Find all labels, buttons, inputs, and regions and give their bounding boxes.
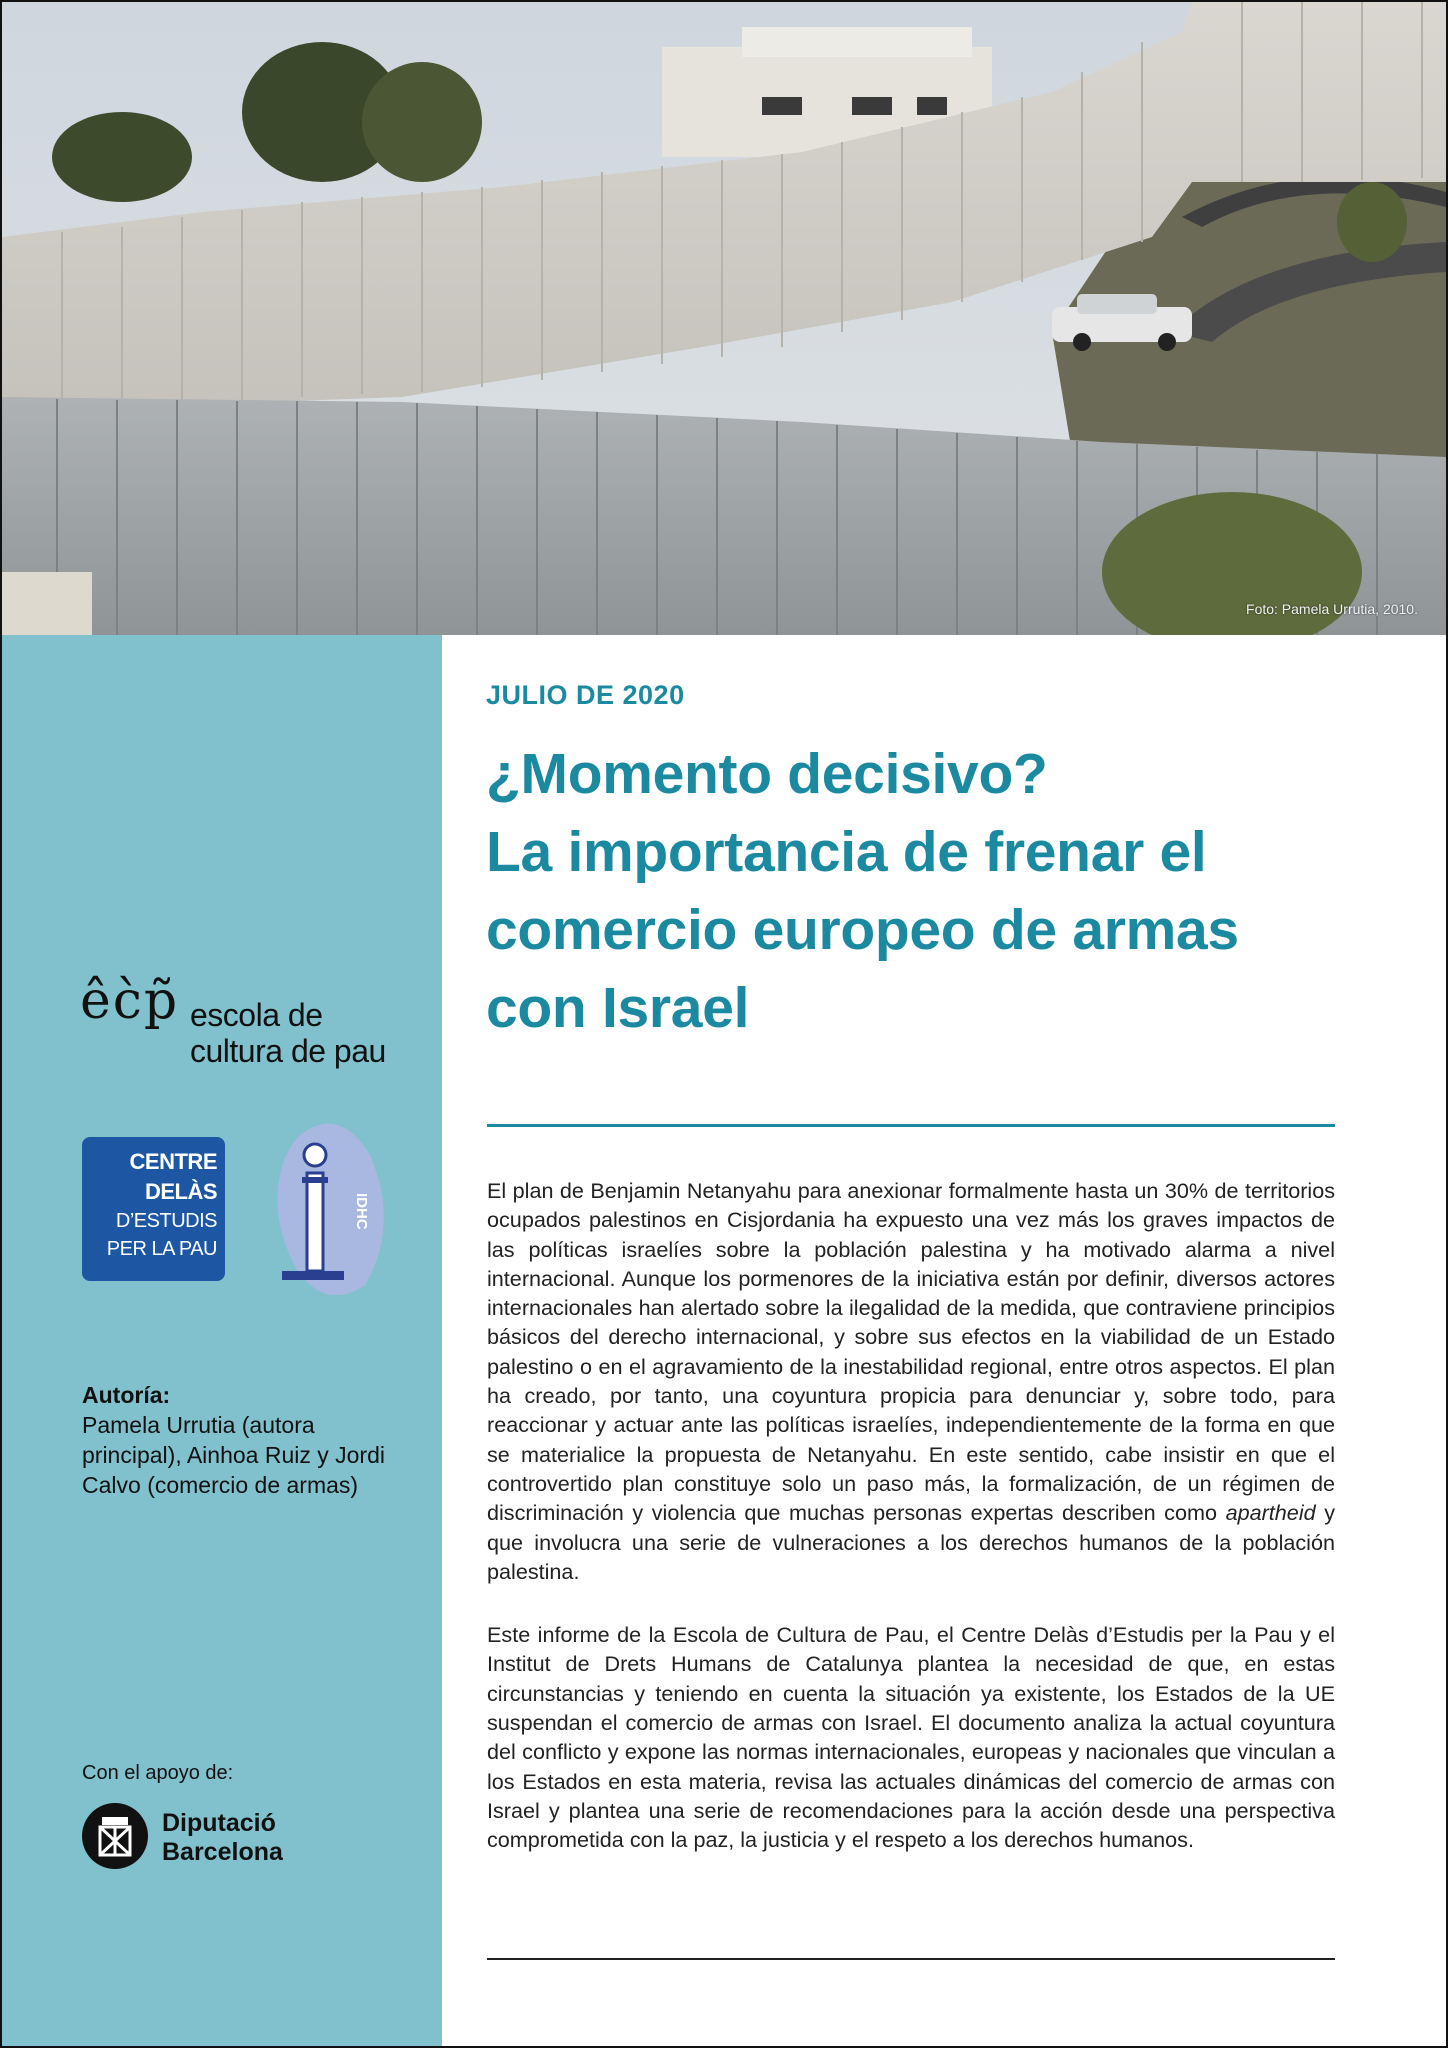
summary-paragraph-2: Este informe de la Escola de Cultura de Pau, el Centre Delàs d’Estudis per la Pau y el Institut de Drets Humans de Catalunya plantea la necesidad de que, en estas circunstancias y teniendo en cuenta la situación ya existente, los Estados de la UE suspendan el comercio de armas con Israel. El documento analiza la actual coyuntura del conflicto y expone las normas internacionales, europeas y nacionales que vinculan a los Estados en esta materia, revisa las actuales dinámicas del comercio de armas con Israel y plantea una serie de recomendaciones para la acción desde una perspectiva comprometida con la paz, la justicia y el respeto a los derechos humanos. — [487, 1622, 1335, 1853]
title-line: con Israel — [486, 976, 750, 1040]
bottom-divider — [487, 1958, 1335, 1960]
ecp-logo-text — [190, 997, 386, 1069]
diputacio-logo-text — [162, 1809, 283, 1867]
idhc-logo-graphic — [270, 1115, 388, 1295]
publication-date: JULIO DE 2020 — [486, 680, 685, 710]
paragraph1-text: El plan de Benjamin Netanyahu para anexionar formalmente hasta un 30% de territorios ocupados palestinos en Cisjordania ha expuesto una vez más los graves impactos de las políticas israelíes sobre la población palestina y ha motivado alarma a nivel internacional. Aunque los pormenores de la iniciativa están por definir, diversos actores internacionales han alertado sobre la ilegalidad de la medida, que contraviene principios básicos del derecho internacional, y sobre sus efectos en la viabilidad de un Estado palestino o en el agravamiento de la inestabilidad regional, entre otros aspectos. El plan ha creado, por tanto, una coyuntura propicia para denunciar y, sobre todo, para reaccionar y actuar ante las políticas israelíes, independientemente de la forma en que se materialice la propuesta de Netanyahu. En este sentido, cabe insistir en que el controvertido plan constituye solo un paso más, la formalización, de un régimen de discriminación y violencia que muchas personas expertas describen como — [487, 1178, 1335, 1526]
cover-photo — [2, 2, 1446, 635]
diputacio-logo-line2: Barcelona — [162, 1838, 283, 1866]
summary-body — [487, 1176, 1335, 1889]
summary-paragraph-1 — [487, 1176, 1335, 1586]
report-title — [486, 735, 1386, 1047]
title-divider — [487, 1124, 1335, 1127]
idhc-logo-letters: IDHC — [353, 1193, 370, 1230]
ecp-logo-line1: escola de — [190, 997, 323, 1033]
escola-cultura-pau-logo — [80, 971, 420, 1085]
separation-wall-photo — [2, 2, 1446, 635]
idhc-logo — [270, 1115, 388, 1295]
paragraph1-text-end: y que involucra una serie de vulneraciones a los derechos humanos de la población palestina. — [487, 1500, 1336, 1584]
centre-delas-logo — [82, 1137, 225, 1281]
support-label: Con el apoyo de: — [82, 1762, 234, 1784]
sidebar — [2, 635, 442, 2046]
delas-logo-line3: PER LA PAU — [106, 1238, 217, 1260]
delas-logo-line2: D’ESTUDIS — [115, 1210, 217, 1232]
ecp-logo-line2: cultura de pau — [190, 1033, 386, 1069]
delas-logo-line1: CENTRE DELÀS — [129, 1149, 217, 1204]
main-content — [442, 635, 1446, 2046]
ecp-logo-mark: êc̀p̃ — [80, 971, 180, 1031]
authorship-text: Pamela Urrutia (autora principal), Ainhoa Ruiz y Jordi Calvo (comercio de armas) — [82, 1412, 385, 1498]
authorship — [82, 1380, 402, 1500]
authorship-label: Autoría: — [82, 1382, 171, 1408]
title-line: comercio europeo de armas — [486, 898, 1239, 962]
diputacio-logo-line1: Diputació — [162, 1809, 276, 1837]
diputacio-seal-icon — [82, 1803, 148, 1869]
title-line: La importancia de frenar el — [486, 820, 1207, 884]
diputacio-barcelona-logo — [82, 1803, 322, 1869]
title-line: ¿Momento decisivo? — [486, 742, 1048, 806]
photo-credit: Foto: Pamela Urrutia, 2010. — [1246, 601, 1418, 617]
paragraph1-italic-term: apartheid — [1225, 1500, 1316, 1526]
